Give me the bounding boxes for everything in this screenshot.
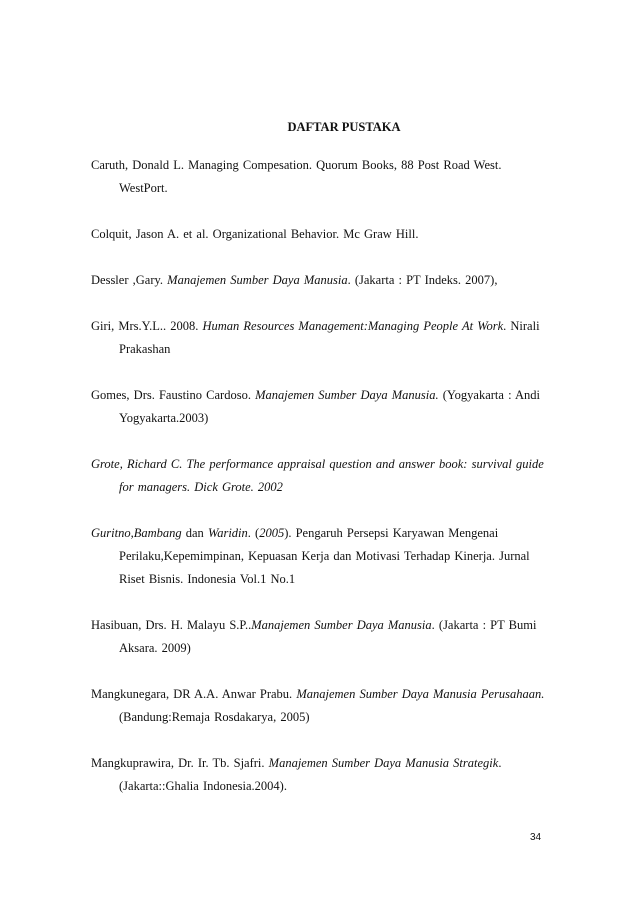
reference-text: Giri, Mrs.Y.L.. 2008. [91, 319, 203, 333]
reference-entry [91, 522, 551, 591]
reference-entry [91, 154, 551, 200]
reference-italic-text: Human Resources Management:Managing People At Work [202, 319, 504, 333]
reference-entry [91, 453, 551, 499]
reference-text: Colquit, Jason A. et al. Organizational Behavior. Mc Graw Hill. [91, 227, 419, 241]
reference-text: ). Pengaruh Persepsi Karyawan Mengenai Perilaku,Kepemimpinan, Kepuasan Kerja dan Motivasi Terhadap Kinerja. Jurnal Riset Bisnis. Indonesia Vol.1 No.1 [119, 526, 530, 586]
reference-text: . (Jakarta : PT Bumi Aksara. 2009) [119, 618, 537, 655]
reference-text: . (Jakarta : PT Indeks. 2007), [347, 273, 498, 287]
reference-italic-text: Manajemen Sumber Daya Manusia. [255, 388, 439, 402]
reference-text: Mangkunegara, DR A.A. Anwar Prabu. [91, 687, 297, 701]
page-title: DAFTAR PUSTAKA [287, 120, 401, 134]
reference-entry [91, 752, 551, 798]
reference-italic-text: Manajemen Sumber Daya Manusia [251, 618, 432, 632]
reference-text: . (Jakarta::Ghalia Indonesia.2004). [119, 756, 502, 793]
reference-entry [91, 683, 551, 729]
reference-text: (Yogyakarta : Andi Yogyakarta.2003) [119, 388, 540, 425]
reference-text: Mangkuprawira, Dr. Ir. Tb. Sjafri. [91, 756, 269, 770]
reference-text: Hasibuan, Drs. H. Malayu S.P.. [91, 618, 252, 632]
page-number: 34 [530, 832, 542, 843]
reference-italic-text: Manajemen Sumber Daya Manusia [167, 273, 348, 287]
reference-italic-text: Manajemen Sumber Daya Manusia Strategik [268, 756, 499, 770]
reference-text: dan [181, 526, 208, 540]
reference-text: Gomes, Drs. Faustino Cardoso. [91, 388, 256, 402]
reference-entry [91, 269, 551, 292]
reference-entry [91, 223, 551, 246]
reference-text: Caruth, Donald L. Managing Compesation. Quorum Books, 88 Post Road West. WestPort. [91, 158, 502, 195]
reference-text: . Nirali Prakashan [119, 319, 540, 356]
reference-text: (Bandung:Remaja Rosdakarya, 2005) [119, 710, 310, 724]
reference-list [91, 154, 551, 821]
reference-italic-text: Grote, Richard C. The performance appraisal question and answer book: survival guide for managers. Dick Grote. 2002 [91, 457, 544, 494]
reference-entry [91, 315, 551, 361]
reference-italic-text: Manajemen Sumber Daya Manusia Perusahaan. [296, 687, 545, 701]
reference-text: . ( [247, 526, 260, 540]
reference-italic-text: 2005 [259, 526, 285, 540]
reference-entry [91, 614, 551, 660]
reference-italic-text: Guritno,Bambang [91, 526, 182, 540]
reference-entry [91, 384, 551, 430]
reference-italic-text: Waridin [207, 526, 248, 540]
reference-text: Dessler ,Gary. [91, 273, 168, 287]
